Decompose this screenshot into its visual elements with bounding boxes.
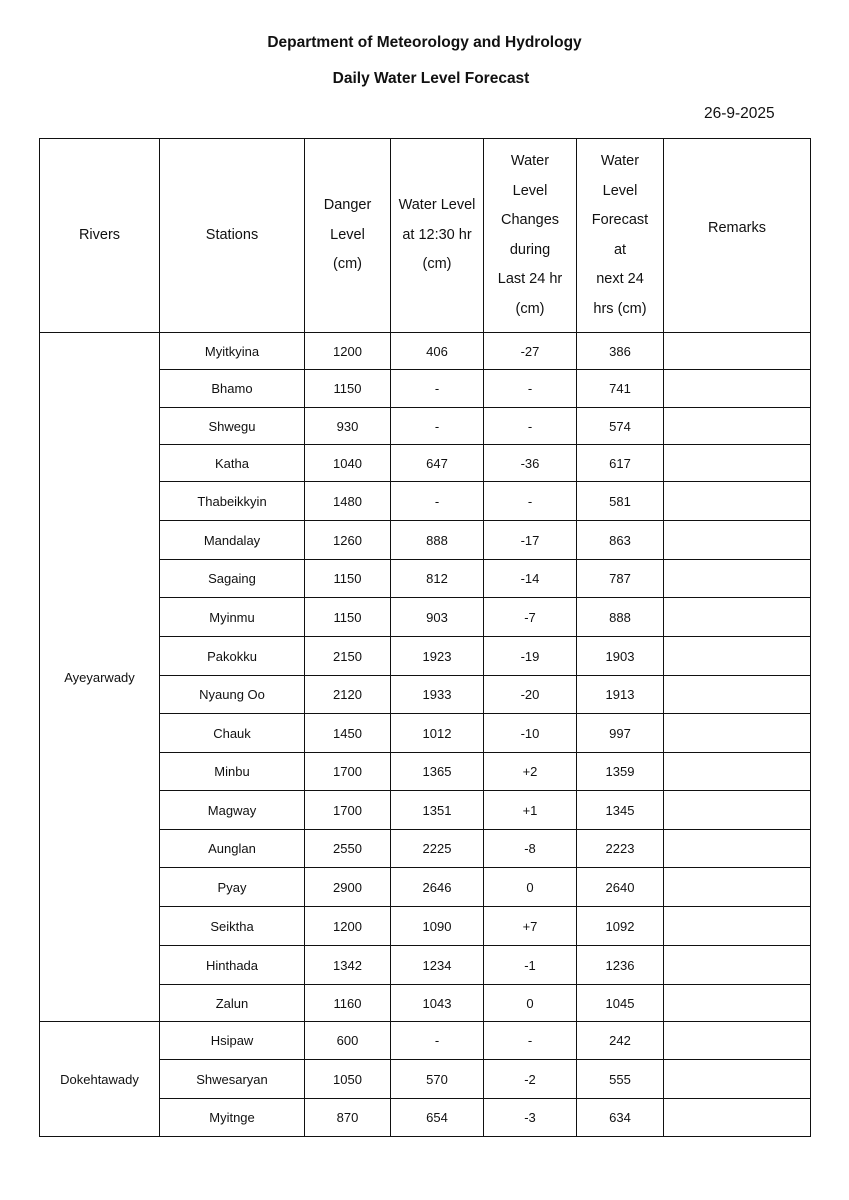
station-name: Myitkyina <box>160 333 305 370</box>
column-header-forecast <box>577 139 664 333</box>
station-name: Shwegu <box>160 408 305 445</box>
danger-level-cell: 1160 <box>305 985 391 1022</box>
column-header-level-changes <box>484 139 577 333</box>
level-change-cell: -10 <box>484 714 577 753</box>
header-line: (cm) <box>422 256 452 273</box>
station-name: Pyay <box>160 868 305 907</box>
level-change-cell: - <box>484 1022 577 1060</box>
remarks-cell <box>664 482 811 521</box>
station-name: Myitnge <box>160 1099 305 1137</box>
header-line: (cm) <box>515 300 545 317</box>
water-level-cell: 2646 <box>391 868 484 907</box>
header-line: next 24 <box>596 271 644 287</box>
column-header-danger-level <box>305 139 391 333</box>
forecast-cell: 242 <box>577 1022 664 1060</box>
station-name: Bhamo <box>160 370 305 408</box>
water-level-cell: 654 <box>391 1099 484 1137</box>
river-name: Dokehtawady <box>40 1022 160 1137</box>
level-change-cell: -7 <box>484 598 577 637</box>
remarks-cell <box>664 333 811 370</box>
level-change-cell: - <box>484 482 577 521</box>
danger-level-cell: 1150 <box>305 560 391 598</box>
remarks-cell <box>664 370 811 408</box>
danger-level-cell: 1480 <box>305 482 391 521</box>
level-change-cell: -17 <box>484 521 577 560</box>
forecast-cell: 1913 <box>577 676 664 714</box>
remarks-cell <box>664 830 811 868</box>
water-level-cell: - <box>391 482 484 521</box>
station-name: Mandalay <box>160 521 305 560</box>
forecast-cell: 1903 <box>577 637 664 676</box>
remarks-cell <box>664 985 811 1022</box>
remarks-cell <box>664 598 811 637</box>
level-change-cell: -1 <box>484 946 577 985</box>
water-level-cell: 1365 <box>391 753 484 791</box>
danger-level-cell: 1150 <box>305 370 391 408</box>
header-line: Last 24 hr <box>497 271 563 287</box>
table-row <box>40 1022 811 1060</box>
header-line: Water Level <box>398 197 476 214</box>
header-line: Water <box>600 153 640 169</box>
header-line: Changes <box>500 212 560 228</box>
forecast-cell: 863 <box>577 521 664 560</box>
header-line: Level <box>512 182 548 199</box>
remarks-cell <box>664 753 811 791</box>
station-name: Myinmu <box>160 598 305 637</box>
header-line: at 12:30 hr <box>402 226 472 243</box>
report-date: 26-9-2025 <box>704 105 775 122</box>
remarks-cell <box>664 408 811 445</box>
danger-level-cell: 1700 <box>305 791 391 830</box>
forecast-cell: 1345 <box>577 791 664 830</box>
level-change-cell: - <box>484 370 577 408</box>
table-body <box>40 333 811 1137</box>
water-level-cell: 1012 <box>391 714 484 753</box>
river-name: Ayeyarwady <box>40 333 160 1022</box>
forecast-cell: 634 <box>577 1099 664 1137</box>
remarks-cell <box>664 637 811 676</box>
header-line: Forecast <box>591 212 649 228</box>
level-change-cell: -2 <box>484 1060 577 1099</box>
water-level-cell: 406 <box>391 333 484 370</box>
remarks-label: Remarks <box>707 219 766 236</box>
remarks-cell <box>664 907 811 946</box>
danger-level-cell: 1050 <box>305 1060 391 1099</box>
water-level-cell: 647 <box>391 445 484 482</box>
danger-level-cell: 1700 <box>305 753 391 791</box>
remarks-cell <box>664 714 811 753</box>
column-header-water-level <box>391 139 484 333</box>
remarks-cell <box>664 1060 811 1099</box>
forecast-cell: 617 <box>577 445 664 482</box>
water-level-cell: - <box>391 370 484 408</box>
station-name: Magway <box>160 791 305 830</box>
water-level-cell: - <box>391 1022 484 1060</box>
danger-level-cell: 930 <box>305 408 391 445</box>
station-name: Aunglan <box>160 830 305 868</box>
header-line: Level <box>330 226 365 243</box>
forecast-cell: 581 <box>577 482 664 521</box>
remarks-cell <box>664 1022 811 1060</box>
table-row <box>40 333 811 370</box>
level-change-cell: +2 <box>484 753 577 791</box>
station-name: Minbu <box>160 753 305 791</box>
station-name: Hsipaw <box>160 1022 305 1060</box>
danger-level-cell: 2150 <box>305 637 391 676</box>
forecast-cell: 888 <box>577 598 664 637</box>
danger-level-cell: 1260 <box>305 521 391 560</box>
remarks-cell <box>664 791 811 830</box>
water-level-table <box>39 138 811 1137</box>
level-change-cell: 0 <box>484 985 577 1022</box>
remarks-cell <box>664 445 811 482</box>
column-header-stations: Stations <box>160 139 305 333</box>
level-change-cell: -3 <box>484 1099 577 1137</box>
level-change-cell: -14 <box>484 560 577 598</box>
forecast-cell: 2640 <box>577 868 664 907</box>
water-level-cell: 1351 <box>391 791 484 830</box>
level-change-cell: +1 <box>484 791 577 830</box>
table-header-row <box>40 139 811 333</box>
header-line: Water <box>510 153 550 169</box>
water-level-cell: 1090 <box>391 907 484 946</box>
danger-level-cell: 2120 <box>305 676 391 714</box>
station-name: Seiktha <box>160 907 305 946</box>
level-change-cell: - <box>484 408 577 445</box>
level-change-cell: -36 <box>484 445 577 482</box>
header-line: at <box>613 241 627 258</box>
station-name: Zalun <box>160 985 305 1022</box>
water-level-cell: 903 <box>391 598 484 637</box>
station-name: Shwesaryan <box>160 1060 305 1099</box>
forecast-cell: 1359 <box>577 753 664 791</box>
water-level-cell: 570 <box>391 1060 484 1099</box>
remarks-cell <box>664 521 811 560</box>
level-change-cell: +7 <box>484 907 577 946</box>
header-line: Level <box>602 182 638 199</box>
forecast-cell: 386 <box>577 333 664 370</box>
remarks-cell <box>664 560 811 598</box>
column-header-rivers: Rivers <box>40 139 160 333</box>
water-level-cell: 1933 <box>391 676 484 714</box>
water-level-cell: 2225 <box>391 830 484 868</box>
header-line: during <box>509 241 551 258</box>
report-title: Daily Water Level Forecast <box>332 70 530 87</box>
forecast-cell: 574 <box>577 408 664 445</box>
danger-level-cell: 1040 <box>305 445 391 482</box>
column-header-remarks <box>664 139 811 333</box>
level-change-cell: -8 <box>484 830 577 868</box>
station-name: Chauk <box>160 714 305 753</box>
header-line: hrs (cm) <box>593 300 647 317</box>
level-change-cell: 0 <box>484 868 577 907</box>
level-change-cell: -20 <box>484 676 577 714</box>
forecast-cell: 1236 <box>577 946 664 985</box>
remarks-cell <box>664 868 811 907</box>
danger-level-cell: 1150 <box>305 598 391 637</box>
water-level-cell: 1043 <box>391 985 484 1022</box>
water-level-cell: 888 <box>391 521 484 560</box>
water-level-cell: 1923 <box>391 637 484 676</box>
danger-level-cell: 1200 <box>305 907 391 946</box>
station-name: Nyaung Oo <box>160 676 305 714</box>
forecast-cell: 741 <box>577 370 664 408</box>
department-name: Department of Meteorology and Hydrology <box>267 34 582 51</box>
station-name: Pakokku <box>160 637 305 676</box>
water-level-cell: 812 <box>391 560 484 598</box>
danger-level-cell: 2900 <box>305 868 391 907</box>
water-level-cell: 1234 <box>391 946 484 985</box>
water-level-cell: - <box>391 408 484 445</box>
level-change-cell: -27 <box>484 333 577 370</box>
remarks-cell <box>664 676 811 714</box>
station-name: Thabeikkyin <box>160 482 305 521</box>
forecast-cell: 555 <box>577 1060 664 1099</box>
forecast-cell: 1045 <box>577 985 664 1022</box>
header-line: Danger <box>323 197 372 214</box>
station-name: Sagaing <box>160 560 305 598</box>
station-name: Katha <box>160 445 305 482</box>
danger-level-cell: 1342 <box>305 946 391 985</box>
forecast-cell: 997 <box>577 714 664 753</box>
level-change-cell: -19 <box>484 637 577 676</box>
remarks-cell <box>664 946 811 985</box>
danger-level-cell: 1200 <box>305 333 391 370</box>
remarks-cell <box>664 1099 811 1137</box>
danger-level-cell: 1450 <box>305 714 391 753</box>
forecast-cell: 787 <box>577 560 664 598</box>
danger-level-cell: 2550 <box>305 830 391 868</box>
station-name: Hinthada <box>160 946 305 985</box>
forecast-cell: 2223 <box>577 830 664 868</box>
header-line: (cm) <box>333 256 362 273</box>
danger-level-cell: 600 <box>305 1022 391 1060</box>
danger-level-cell: 870 <box>305 1099 391 1137</box>
forecast-cell: 1092 <box>577 907 664 946</box>
